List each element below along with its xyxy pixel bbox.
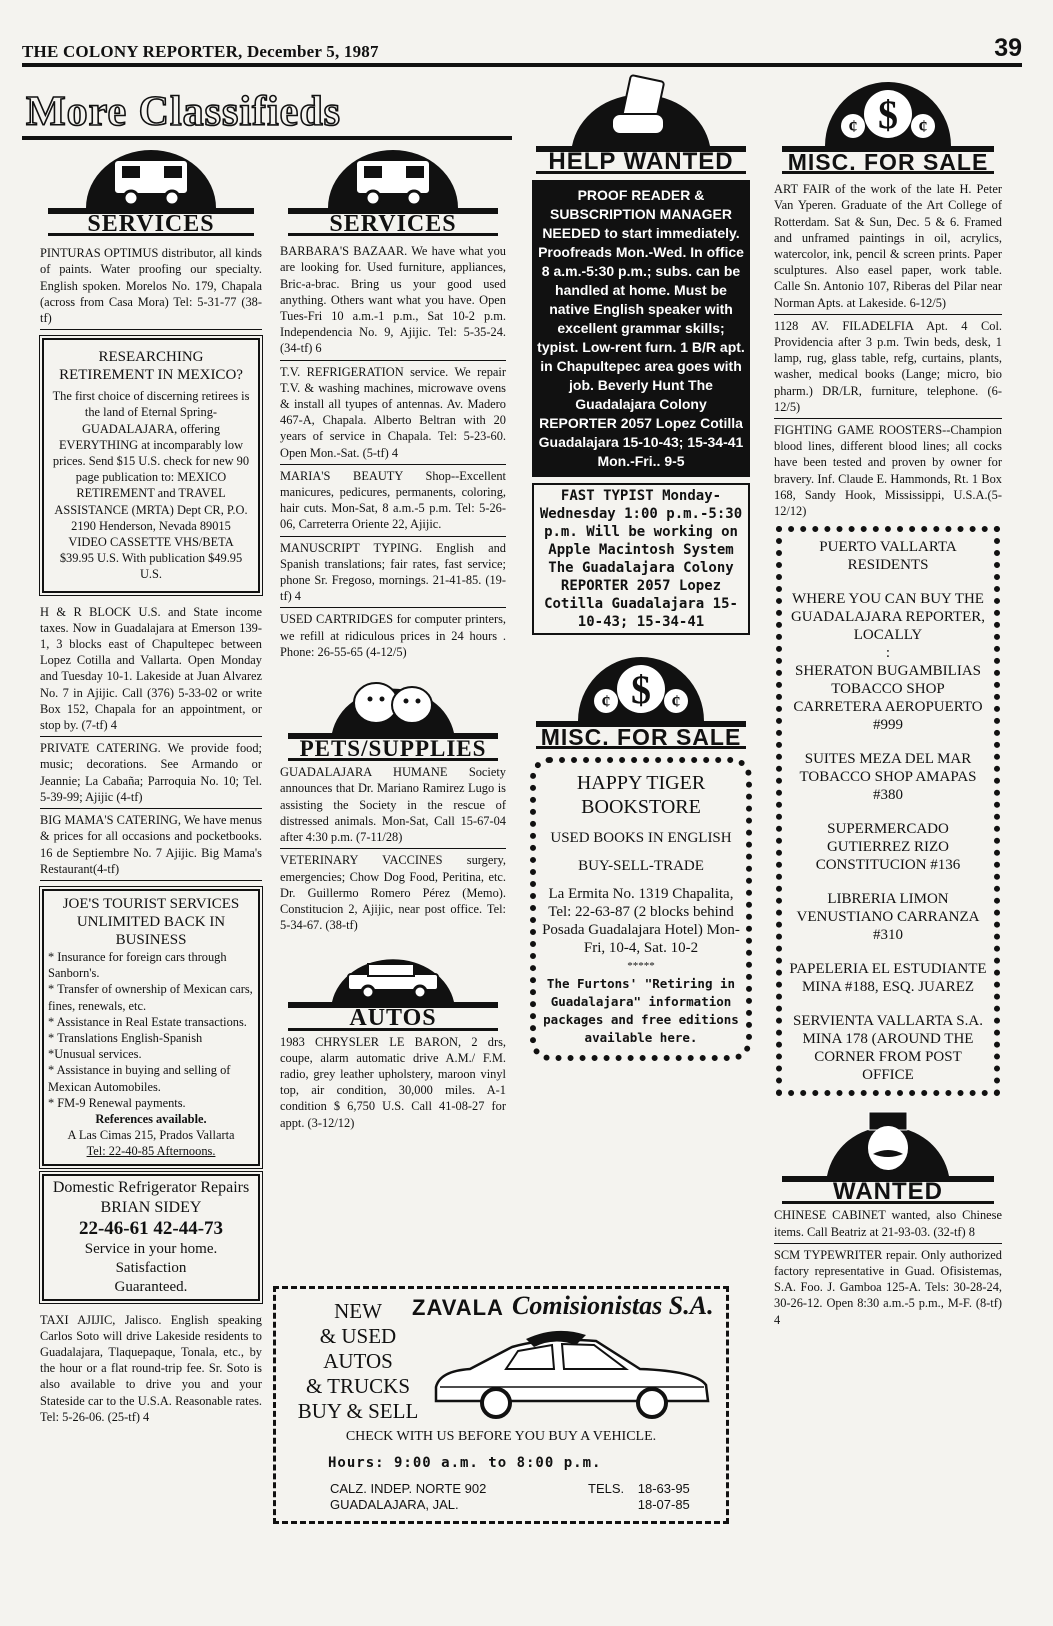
tiger-line: USED BOOKS IN ENGLISH (550, 830, 732, 847)
zavala-hours: Hours: 9:00 a.m. to 8:00 p.m. (328, 1455, 602, 1471)
page-number: 39 (994, 34, 1022, 62)
joes-tel: Tel: 22-40-85 Afternoons. (86, 1144, 216, 1159)
pv-place: LIBRERIA LIMON VENUSTIANO CARRANZA #310 (796, 891, 980, 944)
zavala-line: BUY & SELL (297, 1399, 419, 1423)
zavala-address (330, 1481, 486, 1513)
ad-chrysler: 1983 CHRYSLER LE BARON, 2 drs, coupe, alarm automatic drive A.M./ F.M. radio, grey leather upholstery, maroon vinyl top, air condition, 30,000 miles. A-1 condition $ 6,750 U.S. Call 41-08-27 for appt. (3-12/12) (280, 1034, 506, 1130)
pv-place: PAPELERIA EL ESTUDIANTE MINA #188, ESQ. JUAREZ (789, 961, 987, 996)
ad-retirement-box (42, 338, 260, 592)
fridge-line: Satisfaction (115, 1259, 187, 1276)
zavala-line: & USED (319, 1324, 397, 1348)
joes-addr: A Las Cimas 215, Prados Vallarta (67, 1128, 235, 1143)
ad-humane-society: GUADALAJARA HUMANE Society announces that Dr. Mariano Ramirez Lugo is assisting the Society in the rescue of distressed animals. Mon-Sat, Call 15-67-04 after 4:30 p.m. (7-11/28) (280, 761, 506, 849)
zavala-tel: 18-63-95 (637, 1481, 690, 1496)
svg-text:$: $ (631, 667, 651, 713)
newspaper-title: THE COLONY REPORTER, December 5, 1987 (22, 42, 379, 61)
pv-place: SUITES MEZA DEL MAR TOBACCO SHOP AMAPAS #380 (799, 751, 977, 804)
zavala-tels-label: TELS. (588, 1481, 625, 1496)
column-2 (280, 146, 506, 1134)
dollar-sign-icon (566, 645, 716, 721)
car-icon (318, 942, 468, 1002)
ad-filadelfia: 1128 AV. FILADELFIA Apt. 4 Col. Providencia after 3 p.m. Twin beds, desk, 1 lamp, rug, glass table, refg, curtains, plants, washer, medical books (Lange; micro, bio pharm.) DR/LR, furniture, telephone. (6-12/5) (774, 315, 1002, 419)
ad-pinturas: PINTURAS OPTIMUS distributor, all kinds of paints. Water proofing our specialty. English spoken. Morelos No. 179, Chapala (across from Casa Mora) Tel: 5-31-77 (38-tf) (40, 242, 262, 330)
zavala-line: AUTOS (323, 1349, 393, 1373)
ad-fast-typist: FAST TYPIST Monday-Wednesday 1:00 p.m.-5:30 p.m. Will be working on Apple Macintosh System The Guadalajara Colony REPORTER 2057 Lopez Cotilla Guadalajara 15-10-43; 15-34-41 (532, 483, 750, 635)
ad-tv-refrigeration: T.V. REFRIGERATION service. We repair T.V. & washing machines, microwave ovens & install all tyupes of antennas. Av. Madero 467-A, Chapala. Alberto Beltran with 20 years of service in Chapala. Tel: 5-23-60. Open Mon.-Sat. (5-tf) 4 (280, 361, 506, 465)
ad-private-catering: PRIVATE CATERING. We provide food; music; decorations. See Armando or Jeannie; La Cabaña; Parroquia No. 10; Tel. 5-39-99; Ajijic (4-tf) (40, 737, 262, 809)
section-misc-for-sale-2: MISC. FOR SALE (782, 146, 994, 174)
ad-marias-beauty: MARIA'S BEAUTY Shop--Excellent manicures, pedicures, permanents, coloring, hair cuts. Mon-Sat, 8 a.m.-5 p.m. Tel: 5-26-06, Carreterra Oriente 22, Ajijic. (280, 465, 506, 537)
pv-place: SHERATON BUGAMBILIAS TOBACCO SHOP CARRETERA AEROPUERTO #999 (793, 663, 983, 734)
joes-item: * Insurance for foreign cars through Sanborn's. (48, 949, 227, 981)
zavala-brand: ZAVALA (412, 1295, 504, 1320)
ad-joes-box (42, 889, 260, 1166)
zavala-addr-line: GUADALAJARA, JAL. (330, 1497, 459, 1512)
joes-refs: References available. (95, 1111, 207, 1126)
section-wanted: WANTED (782, 1176, 994, 1204)
fridge-title: Domestic Refrigerator Repairs (52, 1178, 250, 1196)
joes-item: *Unusual services. (48, 1047, 142, 1062)
pv-colon: : (885, 645, 891, 662)
pets-icon (318, 663, 468, 733)
joes-item: * Assistance in buying and selling of Mexican Automobiles. (48, 1063, 231, 1094)
ad-zavala (273, 1286, 729, 1524)
heading-rule (22, 136, 512, 140)
svg-text:¢: ¢ (848, 116, 858, 136)
tiger-line: La Ermita No. 1319 Chapalita, Tel: 22-63-87 (2 blocks behind Posada Guadalajara Hotel) Mon-Fri, 10-4, Sat. 10-2 (542, 886, 740, 957)
retirement-title: RESEARCHING RETIREMENT IN MEXICO? (59, 349, 243, 384)
sedan-icon (426, 1325, 716, 1425)
fridge-name: BRIAN SIDEY (100, 1198, 202, 1216)
ad-bigmama: BIG MAMA'S CATERING, We have menus & prices for all occasions and pocketbooks. 16 de Septiembre No. 7 Ajijic. Big Mama's Restaurant(4-tf) (40, 809, 262, 881)
zavala-line: NEW (334, 1299, 382, 1323)
pv-title: PUERTO VALLARTA RESIDENTS (819, 539, 957, 574)
pv-sub: WHERE YOU CAN BUY THE GUADALAJARA REPORTER, LOCALLY (790, 591, 986, 644)
column-3 (528, 70, 754, 1069)
money-hand-icon (556, 70, 726, 146)
ad-taxi: TAXI AJIJIC, Jalisco. English speaking Carlos Soto will drive Lakeside residents to Guadalajara, Tlaquepaque, Tonala, etc., by the hour or a flat round-trip fee. Sr. Soto is also available to drive you and your Stateside car to the U.S.A. Reasonable rates. Tel: 5-26-06. (25-tf) 4 (40, 1312, 262, 1424)
svg-text:$: $ (878, 92, 898, 137)
ad-cartridges: USED CARTRIDGES for computer printers, we refill at ridiculous prices in 24 hours . Phone: 26-55-65 (4-12/5) (280, 612, 506, 659)
section-help-wanted: HELP WANTED (536, 146, 746, 174)
fridge-line: Service in your home. (84, 1240, 218, 1257)
ad-happy-tiger (530, 757, 752, 1061)
page-heading: More Classifieds (26, 89, 342, 135)
ad-manuscript: MANUSCRIPT TYPING. English and Spanish translations; fair rates, fast service; phone Sr. Fregoso, mornings. 21-41-85. (19-tf) 4 (280, 537, 506, 609)
ad-vet-vaccines: VETERINARY VACCINES surgery, emergencies; Chow Dog Food, Peritina, etc. Dr. Guillermo Romero Pérez (Memo). Constitucion 2, Ajijic, near post office. Tel: 5-34-67. (38-tf) (280, 853, 506, 933)
ad-chinese-cabinet: CHINESE CABINET wanted, also Chinese items. Call Beatriz at 21-93-03. (32-tf) 8 (774, 1204, 1002, 1243)
masthead-rule (22, 63, 1022, 67)
fridge-phones: 22-46-61 42-44-73 (78, 1217, 224, 1239)
section-misc-for-sale-1: MISC. FOR SALE (536, 721, 746, 749)
ad-roosters: FIGHTING GAME ROOSTERS--Champion blood lines, different blood lines; all cocks have been tested and proven by owner for bravery. Inf. Claude E. Hammonds, Rt. 1 Box 168, Sandy Hook, Mississippi, U.S.A.(5-12/12) (774, 423, 1002, 519)
pv-place: SERVIENTA VALLARTA S.A. MINA 178 (AROUND THE CORNER FROM POST OFFICE (793, 1013, 983, 1084)
svg-text:¢: ¢ (918, 116, 928, 136)
dollar-sign-icon (813, 70, 963, 146)
svg-text:¢: ¢ (671, 691, 681, 712)
zavala-tel: 18-07-85 (637, 1497, 690, 1512)
ad-scm-typewriter: SCM TYPEWRITER repair. Only authorized factory representative in Guad. Ofisistemas, S.A. Foo. J. Gamboa 125-A. Tels: 30-28-24, 30-26-12. Open 8:30 a.m.-5 p.m., M-F. (8-tf) 4 (774, 1247, 1002, 1327)
ad-hr-block: H & R BLOCK U.S. and State income taxes. Now in Guadalajara at Emerson 139-1, 3 blocks east of Chapultepec between Lopez Cotilla and Vallarta. Open Monday and Tuesday 10-1. Lakeside at Juan Alvarez No. 7 in Ajijic. Call (376) 5-33-02 or write Box 152, Chapala for an appointment, or stop by. (7-tf) 4 (40, 601, 262, 738)
tiger-title: HAPPY TIGER BOOKSTORE (576, 772, 706, 819)
zavala-check: CHECK WITH US BEFORE YOU BUY A VEHICLE. (345, 1429, 657, 1444)
joes-item: * Translations English-Spanish (48, 1030, 203, 1045)
zavala-line: & TRUCKS (305, 1374, 411, 1398)
pv-place: SUPERMERCADO GUTIERREZ RIZO CONSTITUCION #136 (815, 821, 961, 874)
ad-fridge-box (42, 1174, 260, 1301)
joes-item: * Assistance in Real Estate transactions. (48, 1014, 247, 1029)
column-4 (774, 70, 1002, 1331)
section-services-2: SERVICES (288, 208, 498, 236)
section-services-1: SERVICES (48, 208, 254, 236)
ad-puerto-vallarta (776, 526, 1000, 1096)
ad-art-fair: ART FAIR of the work of the late H. Peter Van Yperen. Graduate of the Art College of Rotterdam. Sat & Sun, Dec. 5 & 6. Framed and unframed paintings in oil, acrylics, watercolor, ink, pencil & screen prints. Paper sculptures. Also easel paper, work table. Calle Sn. Antonio 107, Riberas del Pilar near Norman Apts. at Lakeside. 6-12/5) (774, 178, 1002, 315)
zavala-addr-line: CALZ. INDEP. NORTE 902 (330, 1481, 487, 1496)
zavala-left (288, 1299, 428, 1424)
ad-proof-reader: PROOF READER & SUBSCRIPTION MANAGER NEEDED to start immediately. Proofreads Mon.-Wed. In office 8 a.m.-5:30 p.m.; subs. can be handled at home. Must be native English speaker with excellent grammar skills; typist. Low-rent furn. 1 B/R apt. in Chapultepec area goes with job. Beverly Hunt The Guadalajara Colony REPORTER 2057 Lopez Cotilla Guadalajara 15-10-43; 15-34-41 Mon.-Fri.. 9-5 (532, 180, 750, 477)
tiger-line: BUY-SELL-TRADE (578, 858, 704, 875)
section-autos: AUTOS (288, 1002, 498, 1030)
joes-item: * Transfer of ownership of Mexican cars, fines, renewals, etc. (48, 982, 253, 1013)
column-1 (40, 146, 262, 1428)
joes-item: * FM-9 Renewal payments. (48, 1095, 186, 1110)
masthead (22, 34, 1022, 68)
svg-text:¢: ¢ (601, 691, 611, 712)
tiger-line: The Furtons' "Retiring in Guadalajara" information packages and free editions available here. (543, 976, 739, 1046)
ad-barbaras: BARBARA'S BAZAAR. We have what you are looking for. Used furniture, appliances, Bric-a-brac. Bring us your good used anything. Others want what you have. Open Tues-Fri 10 a.m.-1 p.m., Sat 10-2 p.m. Independencia No. 9, Ajijic. Tel: 5-35-24. (34-tf) 6 (280, 240, 506, 360)
joes-title: JOE'S TOURIST SERVICES UNLIMITED BACK IN BUSINESS (62, 895, 240, 948)
zavala-tels (588, 1481, 690, 1513)
section-pets: PETS/SUPPLIES (288, 733, 498, 761)
retirement-body: The first choice of discerning retirees is the land of Eternal Spring-GUADALAJARA, offering EVERYTHING at incomparably low prices. Send $15 U.S. check for new 90 page publication to: MEXICO RETIREMENT and TRAVEL ASSISTANCE (MRTA) Dept CR, P.O. 2190 Henderson, Nevada 89015 VIDEO CASSETTE VHS/BETA $39.95 U.S. With publication $49.95 U.S. (52, 389, 250, 582)
zavala-script: Comisionistas S.A. (512, 1291, 714, 1320)
fridge-line: Guaranteed. (114, 1278, 188, 1295)
tiger-stars: ***** (627, 960, 655, 973)
truck-icon (76, 146, 226, 208)
mustache-man-icon (813, 1104, 963, 1176)
truck-icon (318, 146, 468, 208)
